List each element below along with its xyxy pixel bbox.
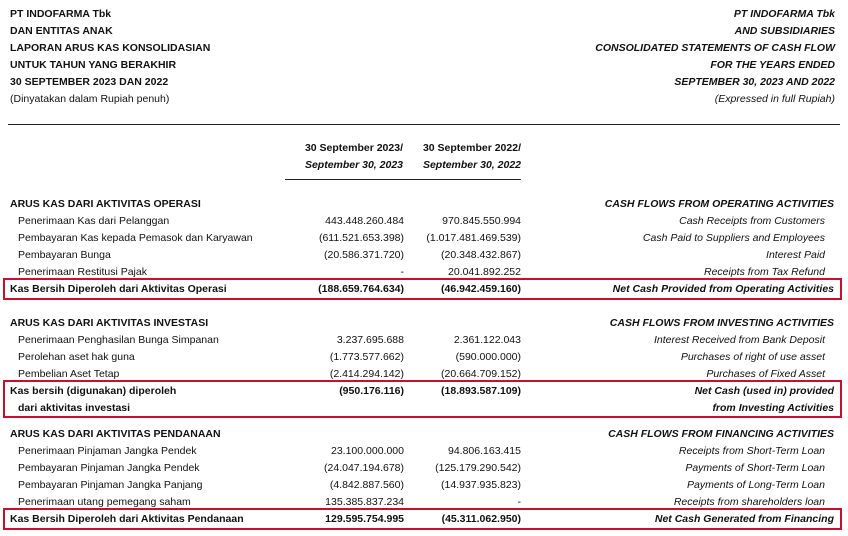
row-label-english: from Investing Activities [712,402,834,414]
row-label-english: CASH FLOWS FROM INVESTING ACTIVITIES [609,317,834,329]
header-left-line: DAN ENTITAS ANAK [10,25,113,37]
column-header-line2: September 30, 2023 [304,159,403,171]
row-label: Penerimaan Restitusi Pajak [18,266,147,278]
value-2022: (46.942.459.160) [441,283,521,295]
table-row [0,247,848,264]
row-label: Penerimaan Kas dari Pelanggan [18,215,170,227]
column-underline [403,179,521,180]
highlight-box-investing [3,380,842,418]
column-underline [285,179,403,180]
value-2022: 20.041.892.252 [448,266,521,278]
table-row [0,349,848,366]
value-2022: (20.348.432.867) [441,249,521,261]
value-2023: 3.237.695.688 [336,334,404,346]
value-2022: 970.845.550.994 [442,215,521,227]
highlight-box-financing [3,508,842,530]
value-2022: (18.893.587.109) [441,385,521,397]
column-header-2022 [403,140,521,174]
value-2022: (14.937.935.823) [441,479,521,491]
row-label-english: Interest Paid [766,249,825,261]
value-2023: (950.176.116) [339,385,404,397]
column-header-line1: 30 September 2022/ [422,142,521,154]
header-left [10,6,210,108]
row-label-english: Net Cash Provided from Operating Activities [612,283,834,295]
row-label: ARUS KAS DARI AKTIVITAS INVESTASI [10,317,209,329]
column-header-line2: September 30, 2022 [422,159,521,171]
row-label: Pembayaran Kas kepada Pemasok dan Karyawan [18,232,253,244]
value-2023: 135.385.837.234 [325,496,404,508]
header-right-line: SEPTEMBER 30, 2023 AND 2022 [674,76,835,88]
row-label-english: Payments of Long-Term Loan [687,479,825,491]
value-2022: - [517,496,521,508]
section-header [0,315,848,332]
row-label: ARUS KAS DARI AKTIVITAS PENDANAAN [10,428,221,440]
row-label-english: Net Cash (used in) provided [694,385,834,397]
value-2022: 94.806.163.415 [448,445,521,457]
table-row [0,213,848,230]
value-2023: 129.595.754.995 [325,513,404,525]
row-label: dari aktivitas investasi [18,402,131,414]
row-label-english: Receipts from Tax Refund [703,266,825,278]
header-right-line: PT INDOFARMA Tbk [733,8,835,20]
row-label-english: Net Cash Generated from Financing [654,513,834,525]
row-label-english: Payments of Short-Term Loan [685,462,825,474]
row-label-english: CASH FLOWS FROM OPERATING ACTIVITIES [604,198,834,210]
header-right-line: AND SUBSIDIARIES [734,25,835,37]
row-label: Kas Bersih Diperoleh dari Aktivitas Pendanaan [10,513,244,525]
value-2023: (1.773.577.662) [329,351,404,363]
column-header-line1: 30 September 2023/ [304,142,403,154]
row-label-english: Receipts from Short-Term Loan [678,445,825,457]
row-label: Pembayaran Bunga [18,249,111,261]
row-label-english: Receipts from shareholders loan [673,496,825,508]
table-row [0,332,848,349]
value-2022: 2.361.122.043 [453,334,521,346]
value-2023: - [400,266,404,278]
header-right-line: FOR THE YEARS ENDED [710,59,835,71]
header-right-line: (Expressed in full Rupiah) [714,93,835,105]
row-label-english: Purchases of Fixed Asset [706,368,825,380]
value-2023: (4.842.887.560) [329,479,404,491]
section-header [0,196,848,213]
row-label-english: CASH FLOWS FROM FINANCING ACTIVITIES [608,428,834,440]
value-2023: 443.448.260.484 [325,215,404,227]
value-2023: (2.414.294.142) [329,368,404,380]
table-row [0,477,848,494]
value-2022: (1.017.481.469.539) [426,232,521,244]
header-left-line: PT INDOFARMA Tbk [10,8,112,20]
column-header-2023 [285,140,403,174]
section-header [0,426,848,443]
row-label: Kas Bersih Diperoleh dari Aktivitas Operasi [10,283,227,295]
row-label: Kas bersih (digunakan) diperoleh [10,385,177,397]
header-rule [8,124,840,125]
row-label: Pembayaran Pinjaman Jangka Pendek [18,462,200,474]
header-right [595,6,835,108]
row-label: Pembelian Aset Tetap [18,368,120,380]
row-label: ARUS KAS DARI AKTIVITAS OPERASI [10,198,201,210]
table-row [0,443,848,460]
header-right-line: CONSOLIDATED STATEMENTS OF CASH FLOW [595,42,835,54]
row-label: Penerimaan Pinjaman Jangka Pendek [18,445,197,457]
value-2022: (125.179.290.542) [435,462,521,474]
header-left-line: (Dinyatakan dalam Rupiah penuh) [10,93,170,105]
value-2022: (45.311.062.950) [441,513,521,525]
row-label-english: Purchases of right of use asset [680,351,825,363]
row-label: Penerimaan utang pemegang saham [18,496,191,508]
value-2023: 23.100.000.000 [331,445,404,457]
value-2023: (188.659.764.634) [318,283,404,295]
row-label: Perolehan aset hak guna [18,351,135,363]
highlight-box-operating [3,278,842,300]
header-left-line: UNTUK TAHUN YANG BERAKHIR [10,59,177,71]
value-2023: (20.586.371.720) [324,249,404,261]
table-row [0,230,848,247]
row-label: Penerimaan Penghasilan Bunga Simpanan [18,334,219,346]
value-2022: (590.000.000) [455,351,521,363]
header-left-line: LAPORAN ARUS KAS KONSOLIDASIAN [10,42,211,54]
value-2023: (611.521.653.398) [318,232,404,244]
row-label-english: Cash Receipts from Customers [679,215,825,227]
value-2023: (24.047.194.678) [324,462,404,474]
table-row [0,460,848,477]
header-left-line: 30 SEPTEMBER 2023 DAN 2022 [10,76,169,88]
row-label-english: Interest Received from Bank Deposit [654,334,825,346]
row-label-english: Cash Paid to Suppliers and Employees [642,232,825,244]
row-label: Pembayaran Pinjaman Jangka Panjang [18,479,203,491]
value-2022: (20.664.709.152) [441,368,521,380]
